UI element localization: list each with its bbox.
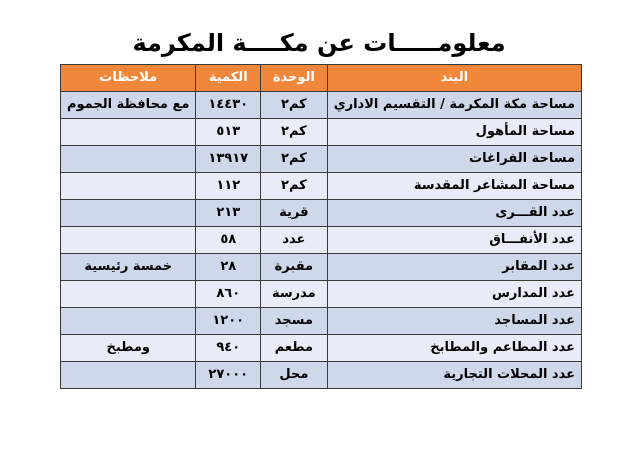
cell-quantity: ٥١٣	[196, 119, 261, 146]
header-notes: ملاحظات	[61, 65, 196, 92]
cell-item: مساحة المأهول	[327, 119, 581, 146]
table-row	[61, 146, 582, 173]
cell-item: عدد المحلات التجارية	[327, 362, 581, 389]
cell-notes	[61, 173, 196, 200]
header-item: البند	[327, 65, 581, 92]
cell-unit: مطعم	[261, 335, 328, 362]
cell-item: عدد المدارس	[327, 281, 581, 308]
cell-notes	[61, 119, 196, 146]
cell-unit: مسجد	[261, 308, 328, 335]
cell-notes	[61, 227, 196, 254]
cell-unit: قرية	[261, 200, 328, 227]
cell-unit: مقبرة	[261, 254, 328, 281]
cell-notes	[61, 308, 196, 335]
page-title: معلومـــــات عن مكــــة المكرمة	[132, 29, 506, 57]
table-row	[61, 173, 582, 200]
cell-notes	[61, 146, 196, 173]
cell-unit: مدرسة	[261, 281, 328, 308]
table-row	[61, 200, 582, 227]
cell-notes: ومطبخ	[61, 335, 196, 362]
cell-notes: مع محافظة الجموم	[61, 92, 196, 119]
cell-quantity: ٥٨	[196, 227, 261, 254]
cell-quantity: ٢٧٠٠٠	[196, 362, 261, 389]
cell-quantity: ٨٦٠	[196, 281, 261, 308]
cell-item: عدد الأنفـــاق	[327, 227, 581, 254]
header-quantity: الكمية	[196, 65, 261, 92]
cell-notes: خمسة رئيسية	[61, 254, 196, 281]
table-row	[61, 281, 582, 308]
cell-quantity: ١٢٠٠	[196, 308, 261, 335]
cell-notes	[61, 200, 196, 227]
table-row	[61, 227, 582, 254]
cell-notes	[61, 362, 196, 389]
cell-item: مساحة مكة المكرمة / التقسيم الاداري	[327, 92, 581, 119]
cell-unit: محل	[261, 362, 328, 389]
table-row	[61, 92, 582, 119]
table-row	[61, 335, 582, 362]
table-row	[61, 308, 582, 335]
cell-quantity: ٢٨	[196, 254, 261, 281]
cell-unit: عدد	[261, 227, 328, 254]
cell-item: مساحة المشاعر المقدسة	[327, 173, 581, 200]
cell-item: مساحة الفراغات	[327, 146, 581, 173]
cell-unit: كم٢	[261, 119, 328, 146]
cell-item: عدد القـــرى	[327, 200, 581, 227]
cell-quantity: ١١٢	[196, 173, 261, 200]
cell-quantity: ١٣٩١٧	[196, 146, 261, 173]
cell-item: عدد المقابر	[327, 254, 581, 281]
cell-quantity: ٢١٣	[196, 200, 261, 227]
cell-item: عدد المطاعم والمطابخ	[327, 335, 581, 362]
cell-item: عدد المساجد	[327, 308, 581, 335]
info-table	[60, 64, 582, 389]
cell-quantity: ٩٤٠	[196, 335, 261, 362]
cell-quantity: ١٤٤٣٠	[196, 92, 261, 119]
table-row	[61, 362, 582, 389]
cell-notes	[61, 281, 196, 308]
table-header-row	[61, 65, 582, 92]
table-body	[61, 92, 582, 389]
table-row	[61, 119, 582, 146]
cell-unit: كم٢	[261, 146, 328, 173]
header-unit: الوحدة	[261, 65, 328, 92]
table-row	[61, 254, 582, 281]
cell-unit: كم٢	[261, 92, 328, 119]
cell-unit: كم٢	[261, 173, 328, 200]
